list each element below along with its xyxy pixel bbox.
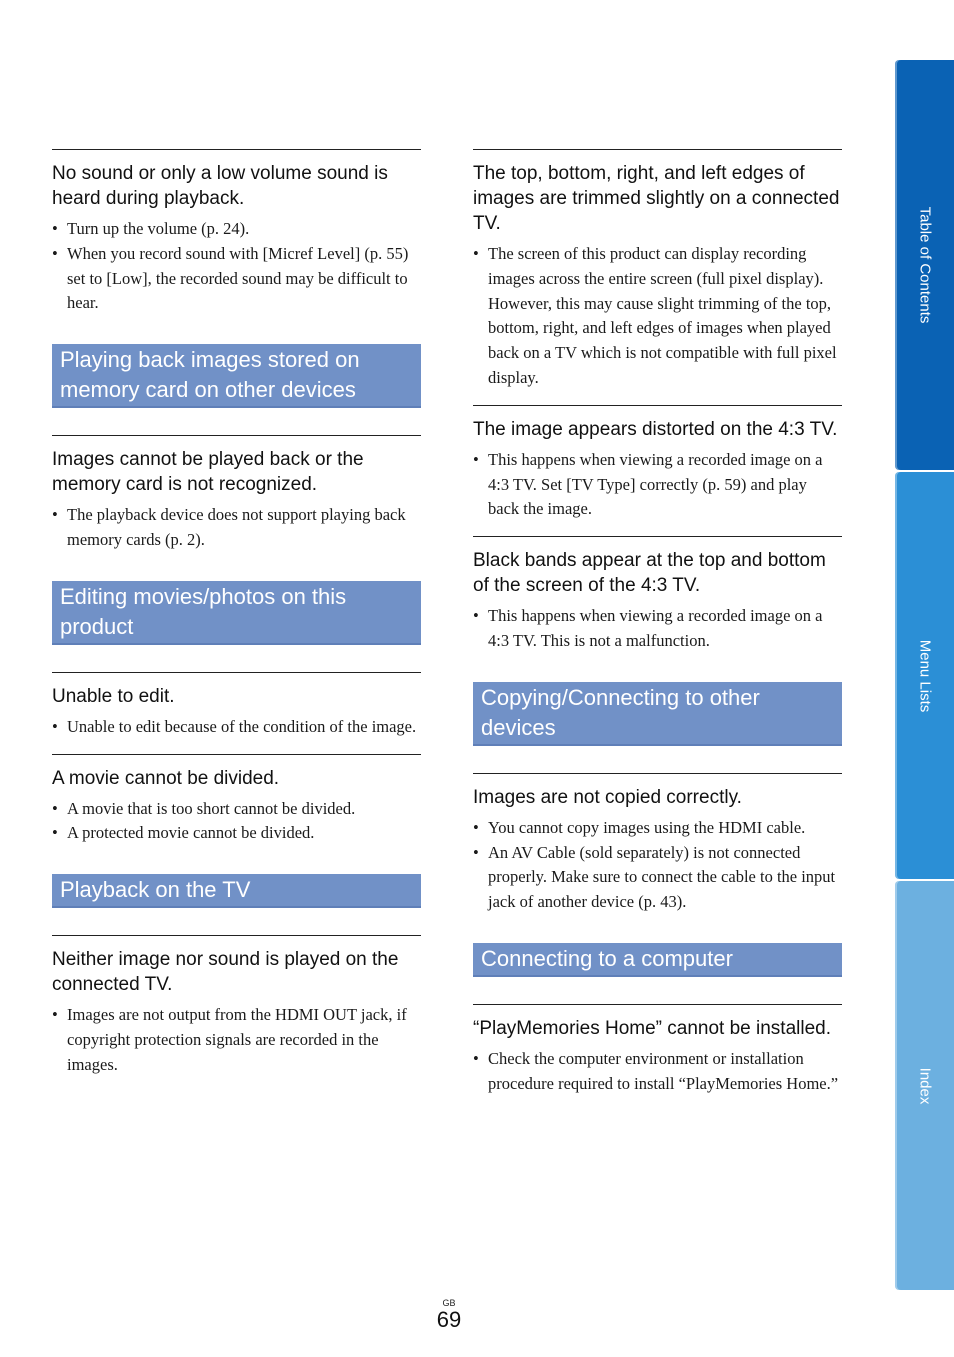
bullet-item: • A movie that is too short cannot be divided. xyxy=(52,797,421,822)
bullet-list xyxy=(52,715,421,740)
item-title: A movie cannot be divided. xyxy=(52,767,280,789)
item-title: Neither image nor sound is played on the connected TV. xyxy=(52,949,399,996)
troubleshoot-item-not-copied xyxy=(473,773,842,915)
troubleshoot-item-install xyxy=(473,1004,842,1097)
bullet-item: • The screen of this product can display recording images across the entire screen (full pixel display). However, this may cause slight trimming of the top, bottom, right, and left edges of images when played back on a TV which is not compatible with full pixel display. xyxy=(473,242,842,391)
bullet-item: • An AV Cable (sold separately) is not connected properly. Make sure to connect the cable to the input jack of another device (p. 43). xyxy=(473,841,842,915)
tab-menu-lists[interactable] xyxy=(895,472,954,879)
tab-label: Table of Contents xyxy=(916,206,933,324)
item-title: The top, bottom, right, and left edges of images are trimmed slightly on a connected TV. xyxy=(473,163,840,234)
left-column xyxy=(52,149,421,1078)
language-code: GB xyxy=(442,1298,456,1308)
bullet-item: • Turn up the volume (p. 24). xyxy=(52,217,421,242)
page-number-block xyxy=(434,1298,464,1332)
troubleshoot-item-no-image-sound xyxy=(52,935,421,1077)
bullet-item: • Images are not output from the HDMI OUT jack, if copyright protection signals are recorded in the images. xyxy=(52,1003,421,1077)
bullet-item: • This happens when viewing a recorded image on a 4:3 TV. Set [TV Type] correctly (p. 59) and play back the image. xyxy=(473,448,842,522)
bullet-list xyxy=(52,217,421,316)
right-column xyxy=(473,149,842,1097)
troubleshoot-item-edges-trimmed xyxy=(473,149,842,391)
troubleshoot-item-black-bands xyxy=(473,536,842,654)
item-title: Black bands appear at the top and bottom of the screen of the 4:3 TV. xyxy=(473,550,826,597)
troubleshoot-item-memory-card xyxy=(52,435,421,553)
troubleshoot-item-distorted xyxy=(473,405,842,522)
bullet-item: • The playback device does not support playing back memory cards (p. 2). xyxy=(52,503,421,553)
item-title: Unable to edit. xyxy=(52,685,175,707)
troubleshoot-item-unable-edit xyxy=(52,672,421,740)
tab-table-of-contents[interactable] xyxy=(895,60,954,470)
tab-label: Menu Lists xyxy=(916,639,933,712)
bullet-item: • This happens when viewing a recorded image on a 4:3 TV. This is not a malfunction. xyxy=(473,604,842,654)
section-heading-computer: Connecting to a computer xyxy=(473,943,842,977)
section-heading-editing: Editing movies/photos on this product xyxy=(52,581,421,645)
bullet-item: • When you record sound with [Micref Level] (p. 55) set to [Low], the recorded sound may be difficult to hear. xyxy=(52,242,421,316)
troubleshoot-item-cannot-divide xyxy=(52,754,421,847)
bullet-list xyxy=(52,503,421,553)
bullet-list xyxy=(52,1003,421,1077)
section-heading-copying: Copying/Connecting to other devices xyxy=(473,682,842,746)
item-title: Images cannot be played back or the memory card is not recognized. xyxy=(52,449,364,496)
bullet-list xyxy=(473,1047,842,1097)
bullet-list xyxy=(473,604,842,654)
item-title: “PlayMemories Home” cannot be installed. xyxy=(473,1017,831,1039)
troubleshoot-item-low-sound xyxy=(52,149,421,316)
bullet-item: • Check the computer environment or installation procedure required to install “PlayMemories Home.” xyxy=(473,1047,842,1097)
bullet-item: • You cannot copy images using the HDMI cable. xyxy=(473,816,842,841)
section-heading-playback-tv: Playback on the TV xyxy=(52,874,421,908)
tab-index[interactable] xyxy=(895,881,954,1290)
tab-label: Index xyxy=(916,1067,933,1104)
bullet-item: • A protected movie cannot be divided. xyxy=(52,821,421,846)
bullet-item: • Unable to edit because of the condition of the image. xyxy=(52,715,421,740)
item-title: Images are not copied correctly. xyxy=(473,786,742,808)
section-heading-playing-back: Playing back images stored on memory card on other devices xyxy=(52,344,421,408)
bullet-list xyxy=(473,448,842,522)
bullet-list xyxy=(52,797,421,847)
page-number: 69 xyxy=(436,1307,462,1332)
bullet-list xyxy=(473,242,842,391)
item-title: The image appears distorted on the 4:3 TV. xyxy=(473,418,838,440)
bullet-list xyxy=(473,816,842,915)
item-title: No sound or only a low volume sound is heard during playback. xyxy=(52,163,388,209)
